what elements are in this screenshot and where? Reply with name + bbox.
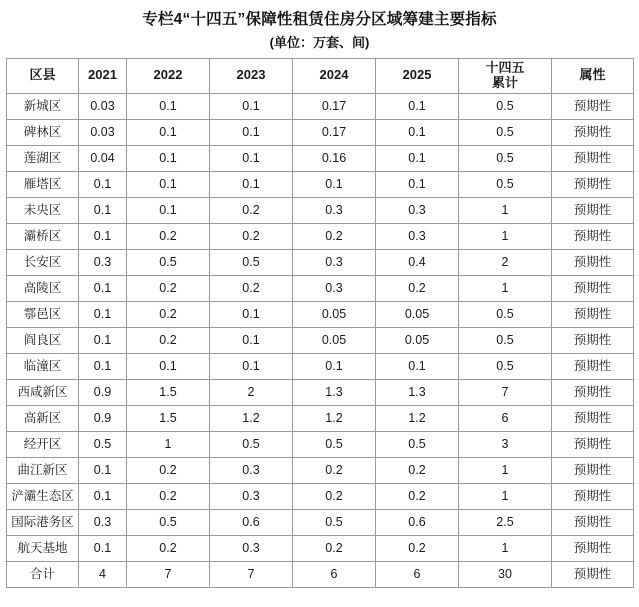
cell-value: 1 [459, 223, 552, 249]
cell-value: 1 [459, 275, 552, 301]
cell-value: 0.1 [79, 301, 127, 327]
cell-region: 曲江新区 [7, 457, 79, 483]
cell-value: 1 [459, 197, 552, 223]
cell-value: 0.1 [127, 353, 210, 379]
cell-value: 0.05 [376, 327, 459, 353]
cell-region: 西咸新区 [7, 379, 79, 405]
cell-value: 2 [459, 249, 552, 275]
cell-value: 0.6 [210, 509, 293, 535]
column-header-2021: 2021 [79, 58, 127, 93]
cell-value: 0.2 [127, 535, 210, 561]
cell-value: 6 [293, 561, 376, 587]
cell-attribute: 预期性 [552, 93, 634, 119]
table-row [7, 379, 634, 405]
cell-attribute: 预期性 [552, 483, 634, 509]
column-header-2023: 2023 [210, 58, 293, 93]
cell-value: 1.2 [376, 405, 459, 431]
cell-value: 0.17 [293, 93, 376, 119]
column-header-total-line1: 十四五 [485, 60, 525, 75]
table-row [7, 431, 634, 457]
cell-value: 0.2 [127, 301, 210, 327]
cell-value: 0.1 [376, 145, 459, 171]
cell-value: 1 [127, 431, 210, 457]
cell-value: 1 [459, 483, 552, 509]
indicators-table [6, 58, 634, 588]
cell-value: 1.3 [376, 379, 459, 405]
cell-value: 0.3 [210, 457, 293, 483]
cell-value: 3 [459, 431, 552, 457]
cell-region: 航天基地 [7, 535, 79, 561]
cell-region: 合计 [7, 561, 79, 587]
cell-region: 经开区 [7, 431, 79, 457]
cell-value: 0.3 [376, 223, 459, 249]
cell-value: 0.5 [459, 171, 552, 197]
cell-value: 0.3 [293, 197, 376, 223]
table-header [7, 58, 634, 93]
cell-value: 0.5 [127, 509, 210, 535]
cell-value: 0.2 [210, 223, 293, 249]
table-row [7, 275, 634, 301]
cell-value: 0.5 [459, 93, 552, 119]
cell-attribute: 预期性 [552, 275, 634, 301]
cell-value: 0.3 [293, 249, 376, 275]
title-block [0, 0, 639, 58]
cell-value: 0.4 [376, 249, 459, 275]
cell-attribute: 预期性 [552, 119, 634, 145]
cell-attribute: 预期性 [552, 223, 634, 249]
cell-value: 0.1 [210, 327, 293, 353]
cell-value: 2.5 [459, 509, 552, 535]
cell-value: 0.1 [127, 197, 210, 223]
column-header-2024: 2024 [293, 58, 376, 93]
cell-region: 高陵区 [7, 275, 79, 301]
table-row [7, 405, 634, 431]
table-row [7, 145, 634, 171]
cell-value: 0.17 [293, 119, 376, 145]
cell-value: 0.1 [79, 197, 127, 223]
cell-value: 0.2 [376, 535, 459, 561]
cell-attribute: 预期性 [552, 171, 634, 197]
cell-value: 0.5 [459, 327, 552, 353]
cell-value: 0.1 [79, 223, 127, 249]
cell-value: 0.2 [210, 275, 293, 301]
cell-value: 0.5 [459, 353, 552, 379]
cell-value: 0.03 [79, 119, 127, 145]
cell-value: 0.2 [376, 457, 459, 483]
cell-attribute: 预期性 [552, 431, 634, 457]
page-title: 专栏4“十四五”保障性租赁住房分区域筹建主要指标 [142, 11, 497, 28]
cell-value: 1.2 [210, 405, 293, 431]
column-header-total-line2: 累计 [491, 74, 518, 90]
cell-value: 0.05 [293, 327, 376, 353]
cell-attribute: 预期性 [552, 301, 634, 327]
cell-attribute: 预期性 [552, 145, 634, 171]
table-row [7, 561, 634, 587]
cell-value: 0.1 [376, 119, 459, 145]
table-row [7, 535, 634, 561]
table-row [7, 197, 634, 223]
cell-region: 雁塔区 [7, 171, 79, 197]
cell-value: 0.1 [79, 353, 127, 379]
cell-value: 0.1 [79, 457, 127, 483]
cell-attribute: 预期性 [552, 327, 634, 353]
column-header-2025: 2025 [376, 58, 459, 93]
cell-value: 0.2 [127, 223, 210, 249]
cell-region: 临潼区 [7, 353, 79, 379]
cell-region: 鄠邑区 [7, 301, 79, 327]
table-row [7, 171, 634, 197]
cell-value: 0.6 [376, 509, 459, 535]
cell-value: 0.2 [293, 535, 376, 561]
cell-value: 1.2 [293, 405, 376, 431]
cell-value: 0.1 [210, 119, 293, 145]
cell-region: 灞桥区 [7, 223, 79, 249]
cell-value: 0.2 [127, 483, 210, 509]
cell-value: 0.1 [79, 171, 127, 197]
table-row [7, 93, 634, 119]
cell-value: 0.3 [210, 483, 293, 509]
table-row [7, 509, 634, 535]
page-subtitle: (单位：万套、间) [269, 35, 370, 51]
cell-value: 0.5 [127, 249, 210, 275]
cell-value: 0.1 [127, 171, 210, 197]
table-row [7, 457, 634, 483]
cell-region: 阎良区 [7, 327, 79, 353]
cell-value: 7 [127, 561, 210, 587]
cell-value: 0.2 [376, 275, 459, 301]
cell-value: 4 [79, 561, 127, 587]
cell-value: 0.5 [459, 301, 552, 327]
cell-attribute: 预期性 [552, 561, 634, 587]
cell-attribute: 预期性 [552, 457, 634, 483]
column-header-2022: 2022 [127, 58, 210, 93]
cell-region: 未央区 [7, 197, 79, 223]
table-row [7, 483, 634, 509]
cell-value: 0.5 [293, 431, 376, 457]
cell-value: 2 [210, 379, 293, 405]
cell-value: 0.04 [79, 145, 127, 171]
cell-value: 0.1 [79, 327, 127, 353]
column-header-total [459, 58, 552, 93]
header-row [7, 58, 634, 93]
cell-region: 碑林区 [7, 119, 79, 145]
cell-value: 0.2 [376, 483, 459, 509]
cell-attribute: 预期性 [552, 353, 634, 379]
cell-attribute: 预期性 [552, 509, 634, 535]
cell-value: 1 [459, 535, 552, 561]
cell-value: 0.1 [210, 301, 293, 327]
cell-value: 0.3 [293, 275, 376, 301]
cell-value: 0.9 [79, 379, 127, 405]
cell-attribute: 预期性 [552, 405, 634, 431]
cell-value: 0.2 [127, 275, 210, 301]
cell-value: 0.05 [293, 301, 376, 327]
cell-value: 0.16 [293, 145, 376, 171]
table-body [7, 93, 634, 587]
cell-region: 莲湖区 [7, 145, 79, 171]
table-row [7, 301, 634, 327]
cell-value: 0.5 [79, 431, 127, 457]
cell-value: 0.2 [293, 457, 376, 483]
cell-value: 1.5 [127, 405, 210, 431]
cell-region: 长安区 [7, 249, 79, 275]
cell-value: 0.3 [79, 509, 127, 535]
cell-value: 0.5 [459, 145, 552, 171]
cell-value: 0.1 [376, 93, 459, 119]
cell-value: 0.1 [210, 353, 293, 379]
cell-value: 1.3 [293, 379, 376, 405]
cell-region: 国际港务区 [7, 509, 79, 535]
table-row [7, 119, 634, 145]
cell-value: 0.3 [376, 197, 459, 223]
cell-attribute: 预期性 [552, 249, 634, 275]
cell-region: 浐灞生态区 [7, 483, 79, 509]
cell-value: 0.1 [79, 483, 127, 509]
cell-value: 0.5 [210, 249, 293, 275]
cell-value: 7 [459, 379, 552, 405]
cell-value: 0.1 [127, 93, 210, 119]
cell-value: 0.5 [459, 119, 552, 145]
cell-value: 0.1 [210, 93, 293, 119]
cell-value: 0.03 [79, 93, 127, 119]
cell-value: 6 [459, 405, 552, 431]
cell-attribute: 预期性 [552, 535, 634, 561]
cell-attribute: 预期性 [552, 379, 634, 405]
cell-value: 0.1 [210, 171, 293, 197]
cell-value: 0.1 [79, 535, 127, 561]
cell-value: 1 [459, 457, 552, 483]
cell-value: 0.1 [293, 171, 376, 197]
cell-value: 0.1 [79, 275, 127, 301]
table-wrapper [0, 58, 639, 588]
cell-value: 0.1 [376, 353, 459, 379]
cell-value: 0.5 [376, 431, 459, 457]
cell-value: 0.5 [293, 509, 376, 535]
table-row [7, 353, 634, 379]
cell-value: 0.2 [210, 197, 293, 223]
table-row [7, 223, 634, 249]
cell-value: 30 [459, 561, 552, 587]
cell-value: 0.1 [210, 145, 293, 171]
cell-value: 6 [376, 561, 459, 587]
cell-value: 0.5 [210, 431, 293, 457]
column-header-region: 区县 [7, 58, 79, 93]
cell-value: 0.1 [376, 171, 459, 197]
cell-value: 7 [210, 561, 293, 587]
cell-value: 0.3 [210, 535, 293, 561]
column-header-attribute: 属性 [552, 58, 634, 93]
cell-region: 高新区 [7, 405, 79, 431]
cell-value: 0.05 [376, 301, 459, 327]
table-row [7, 327, 634, 353]
cell-value: 0.3 [79, 249, 127, 275]
cell-value: 0.1 [127, 119, 210, 145]
cell-value: 0.2 [293, 223, 376, 249]
cell-attribute: 预期性 [552, 197, 634, 223]
cell-value: 0.1 [293, 353, 376, 379]
cell-value: 0.2 [127, 327, 210, 353]
cell-value: 1.5 [127, 379, 210, 405]
cell-value: 0.2 [127, 457, 210, 483]
cell-value: 0.1 [127, 145, 210, 171]
cell-region: 新城区 [7, 93, 79, 119]
cell-value: 0.2 [293, 483, 376, 509]
cell-value: 0.9 [79, 405, 127, 431]
table-row [7, 249, 634, 275]
